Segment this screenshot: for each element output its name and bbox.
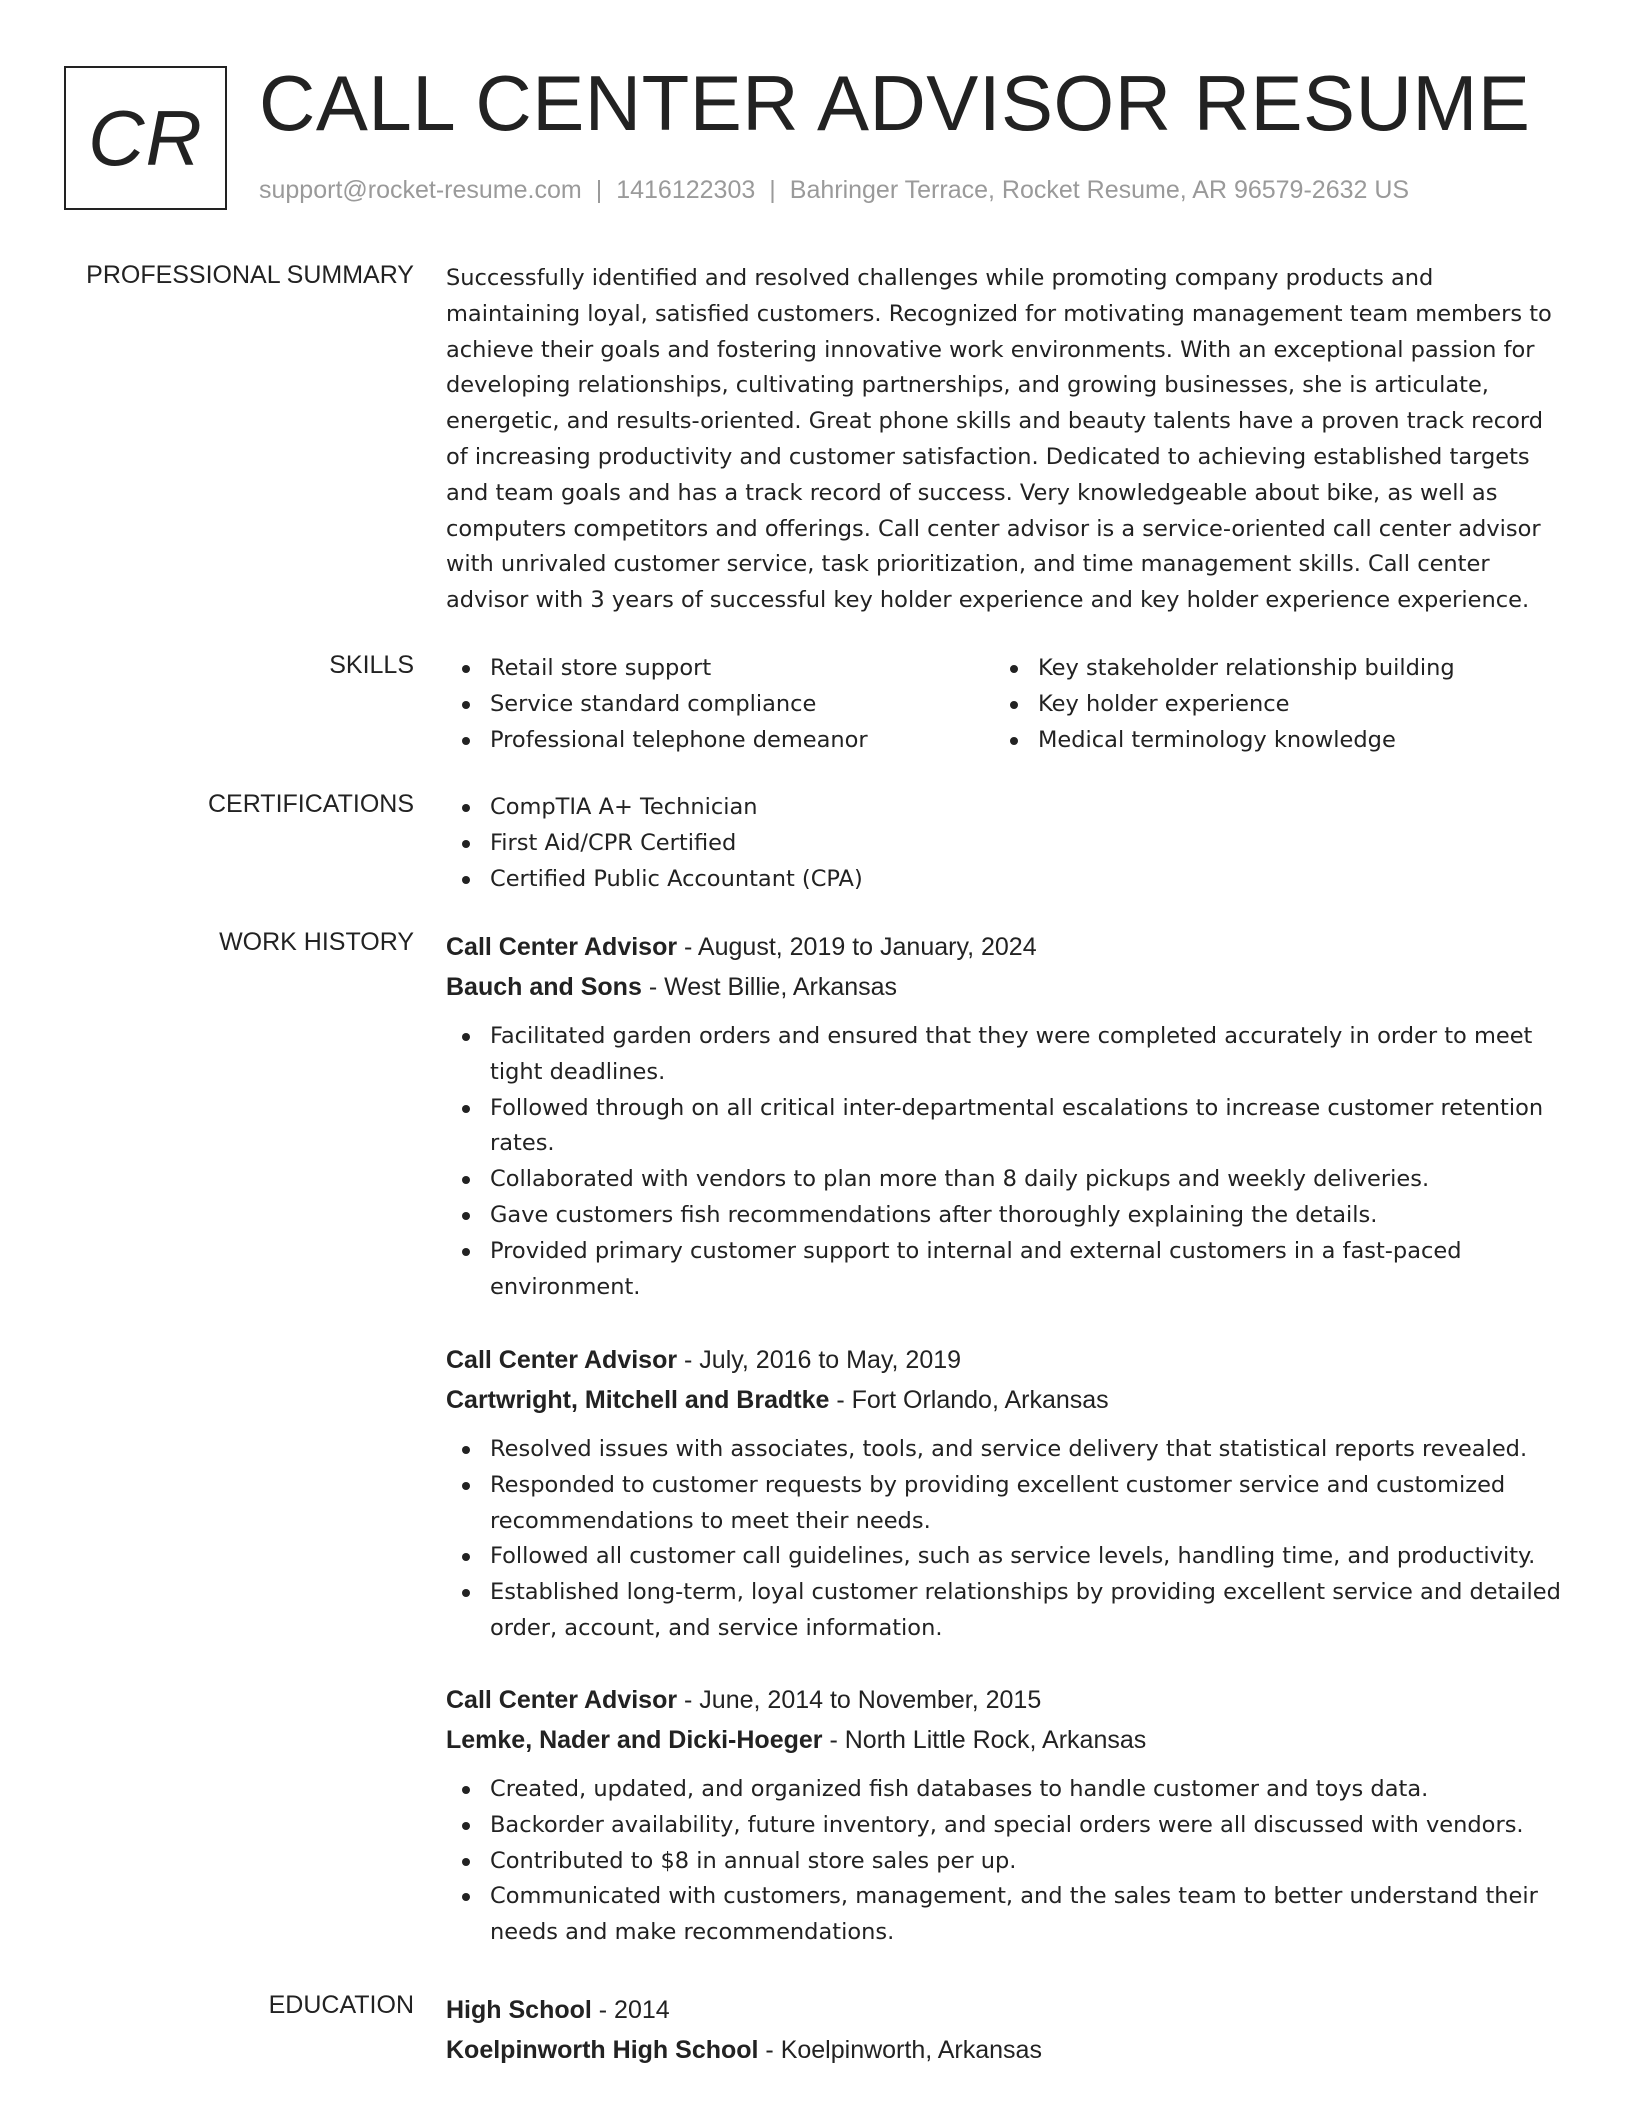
- job-title-line: [446, 1340, 1566, 1380]
- job-duty: Gave customers fish recommendations after thoroughly explaining the details.: [446, 1198, 1566, 1234]
- job-title: Call Center Advisor: [446, 1346, 678, 1374]
- certifications-body: [446, 790, 1566, 897]
- job-duty: Communicated with customers, management, and the sales team to better understand their needs and make recommendations.: [446, 1879, 1566, 1951]
- job-duty: Backorder availability, future inventory, and special orders were all discussed with vendors.: [446, 1808, 1566, 1844]
- job-duty: Resolved issues with associates, tools, and service delivery that statistical reports revealed.: [446, 1432, 1566, 1468]
- contact-line: [259, 176, 1409, 205]
- summary-text: Successfully identified and resolved challenges while promoting company products and maintaining loyal, satisfied customers. Recognized for motivating management team members to achieve their goals and fostering innovative work environments. With an exceptional passion for developing relationships, cultivating partnerships, and growing businesses, she is articulate, energetic, and results-oriented. Great phone skills and beauty talents have a proven track record of increasing productivity and customer satisfaction. Dedicated to achieving established targets and team goals and has a track record of success. Very knowledgeable about bike, as well as computers competitors and offerings. Call center advisor is a service-oriented call center advisor with unrivaled customer service, task prioritization, and time management skills. Call center advisor with 3 years of successful key holder experience and key holder experience experience.: [446, 265, 1552, 614]
- job-duty: Followed through on all critical inter-departmental escalations to increase customer retention rates.: [446, 1091, 1566, 1163]
- job-company-line: [446, 1380, 1566, 1420]
- job-location: - West Billie, Arkansas: [641, 973, 898, 1001]
- job-title: Call Center Advisor: [446, 1686, 678, 1714]
- job-company: Bauch and Sons: [446, 973, 642, 1001]
- work-history-heading: WORK HISTORY: [219, 928, 414, 956]
- job-title-line: [446, 927, 1566, 967]
- education-school-line: [446, 2030, 1566, 2070]
- job-company-line: [446, 1720, 1566, 1760]
- skill-item: Service standard compliance: [446, 687, 994, 723]
- certifications-heading: CERTIFICATIONS: [207, 790, 414, 818]
- initials-text: CR: [88, 93, 203, 182]
- education-degree: High School: [446, 1996, 592, 2024]
- contact-separator: |: [595, 176, 603, 204]
- skills-list-right: [994, 651, 1542, 758]
- contact-email[interactable]: support@rocket-resume.com: [259, 176, 582, 204]
- job-location: - North Little Rock, Arkansas: [822, 1726, 1147, 1754]
- job-company: Cartwright, Mitchell and Bradtke: [446, 1386, 830, 1414]
- job-dates: - August, 2019 to January, 2024: [677, 933, 1037, 961]
- skill-item: Key holder experience: [994, 687, 1542, 723]
- job-title-line: [446, 1680, 1566, 1720]
- job-dates: - July, 2016 to May, 2019: [677, 1346, 962, 1374]
- education-entry: [446, 1990, 1566, 2070]
- job-duty: Provided primary customer support to internal and external customers in a fast-paced environment.: [446, 1234, 1566, 1306]
- job-duty: Established long-term, loyal customer relationships by providing excellent service and detailed order, account, and service information.: [446, 1575, 1566, 1647]
- job-duty: Responded to customer requests by providing excellent customer service and customized recommendations to meet their needs.: [446, 1468, 1566, 1540]
- contact-address: Bahringer Terrace, Rocket Resume, AR 96579-2632 US: [789, 176, 1410, 204]
- job-duties-list: [446, 1019, 1566, 1305]
- skills-grid: [446, 651, 1566, 758]
- job-dates: - June, 2014 to November, 2015: [677, 1686, 1042, 1714]
- job-company-line: [446, 967, 1566, 1007]
- job-duties-list: [446, 1772, 1566, 1951]
- job-duty: Contributed to $8 in annual store sales per up.: [446, 1844, 1566, 1880]
- certification-item: Certified Public Accountant (CPA): [446, 862, 1566, 898]
- summary-heading: PROFESSIONAL SUMMARY: [86, 261, 414, 289]
- contact-separator: |: [769, 176, 776, 204]
- job-title: Call Center Advisor: [446, 933, 678, 961]
- job-entry: [446, 927, 1566, 1305]
- job-entry: [446, 1680, 1566, 1951]
- initials-logo: [64, 66, 227, 210]
- education-location: - Koelpinworth, Arkansas: [758, 2036, 1042, 2064]
- contact-phone[interactable]: 1416122303: [616, 176, 756, 204]
- job-company: Lemke, Nader and Dicki-Hoeger: [446, 1726, 823, 1754]
- job-entry: [446, 1340, 1566, 1647]
- education-heading: EDUCATION: [268, 1991, 414, 2019]
- skills-heading: SKILLS: [329, 651, 414, 679]
- skill-item: Key stakeholder relationship building: [994, 651, 1542, 687]
- job-duties-list: [446, 1432, 1566, 1647]
- page-title: CALL CENTER ADVISOR RESUME: [259, 59, 1531, 147]
- job-duty: Followed all customer call guidelines, such as service levels, handling time, and productivity.: [446, 1539, 1566, 1575]
- job-duty: Created, updated, and organized fish databases to handle customer and toys data.: [446, 1772, 1566, 1808]
- education-year: - 2014: [591, 1996, 670, 2024]
- education-degree-line: [446, 1990, 1566, 2030]
- skill-item: Professional telephone demeanor: [446, 723, 994, 759]
- skill-item: Retail store support: [446, 651, 994, 687]
- job-duty: Collaborated with vendors to plan more than 8 daily pickups and weekly deliveries.: [446, 1162, 1566, 1198]
- skills-list-left: [446, 651, 994, 758]
- certification-item: CompTIA A+ Technician: [446, 790, 1566, 826]
- certification-item: First Aid/CPR Certified: [446, 826, 1566, 862]
- job-location: - Fort Orlando, Arkansas: [829, 1386, 1109, 1414]
- job-duty: Facilitated garden orders and ensured that they were completed accurately in order to meet tight deadlines.: [446, 1019, 1566, 1091]
- certifications-list: [446, 790, 1566, 897]
- skill-item: Medical terminology knowledge: [994, 723, 1542, 759]
- education-school: Koelpinworth High School: [446, 2036, 759, 2064]
